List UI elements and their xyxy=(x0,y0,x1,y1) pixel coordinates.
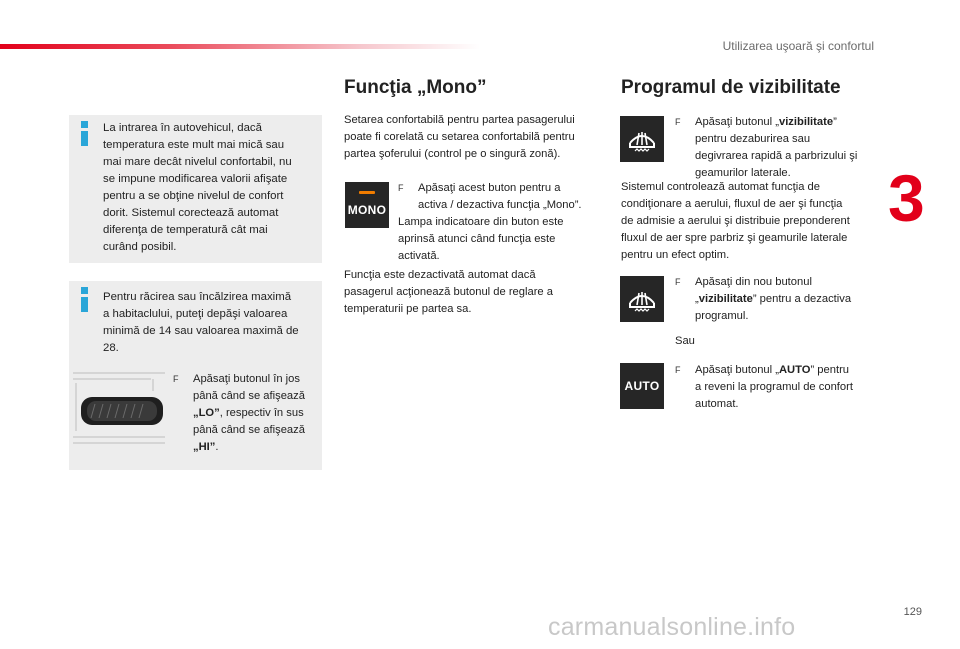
visibility-step-2: F Apăsaţi din nou butonul „vizibilitate” pentru a dezactiva programul. xyxy=(675,276,852,322)
info-box-temperature xyxy=(69,115,322,263)
temperature-knob-illustration xyxy=(73,371,165,447)
section-title-mono: Funcţia „Mono” xyxy=(344,77,487,98)
page-number: 129 xyxy=(903,606,922,618)
defrost-button-icon xyxy=(620,116,664,162)
mono-note: Funcţia este dezactivată automat dacă pasagerul acţionează butonul de reglare a temperaturii pe partea sa. xyxy=(344,269,553,315)
mono-intro: Setarea confortabilă pentru partea pasagerului poate fi corelată cu setarea confortabilă pentru partea şoferului (control pe o singură zonă). xyxy=(344,114,575,160)
or-text: Sau xyxy=(675,335,695,347)
mono-step: F Apăsaţi acest buton pentru a activa / dezactiva funcţia „Mono”. Lampa indicatoare din buton este aprinsă atunci când funcţia este activată. xyxy=(398,182,582,262)
step-lo-hi: F Apăsaţi butonul în jos până când se afişează „LO”, respectiv în sus până când se afişează „HI”. xyxy=(173,373,305,453)
visibility-step-3: F Apăsaţi butonul „AUTO” pentru a reveni la programul de confort automat. xyxy=(675,364,853,410)
watermark-text: carmanualsonline.info xyxy=(548,613,796,641)
mono-button-icon: MONO xyxy=(345,182,389,228)
info-icon xyxy=(81,121,88,146)
chapter-number: 3 xyxy=(888,161,925,235)
windshield-defrost-icon xyxy=(627,285,657,313)
info-text: Pentru răcirea sau încălzirea maximă a habitaclului, puteţi depăşi valoarea minimă de 14 sau valoarea maximă de 28. xyxy=(103,291,299,354)
mono-indicator-lamp xyxy=(359,191,375,194)
bullet-icon: F xyxy=(675,117,681,127)
windshield-defrost-icon xyxy=(627,125,657,153)
bullet-icon: F xyxy=(398,183,404,193)
bullet-icon: F xyxy=(675,365,681,375)
info-box-max-cooling xyxy=(69,281,322,470)
info-icon xyxy=(81,287,88,312)
bullet-icon: F xyxy=(675,277,681,287)
visibility-step-1: F Apăsaţi butonul „vizibilitate” pentru dezaburirea sau degivrarea rapidă a parbrizului şi geamurilor laterale. xyxy=(675,116,858,179)
section-title-visibility: Programul de vizibilitate xyxy=(621,77,841,98)
auto-button-icon: AUTO xyxy=(620,363,664,409)
header-accent-bar xyxy=(0,44,480,49)
bullet-icon: F xyxy=(173,374,179,384)
visibility-description: Sistemul controlează automat funcţia de condiţionare a aerului, fluxul de aer şi funcţia de admisie a aerului şi distribuie preponderent fluxul de aer spre parbriz şi geamurile laterale pentru un efect optim. xyxy=(621,181,850,261)
info-text: La intrarea în autovehicul, dacă temperatura este mult mai mică sau mai mare decât nivelul confortabil, nu se impune modificarea valorii afişate pentru a se obţine nivelul de confort dorit. Sistemul corectează automat diferenţa de temperatură cât mai curând posibil. xyxy=(103,122,292,253)
page-header-title: Utilizarea uşoară şi confortul xyxy=(722,39,874,53)
defrost-button-icon-2 xyxy=(620,276,664,322)
